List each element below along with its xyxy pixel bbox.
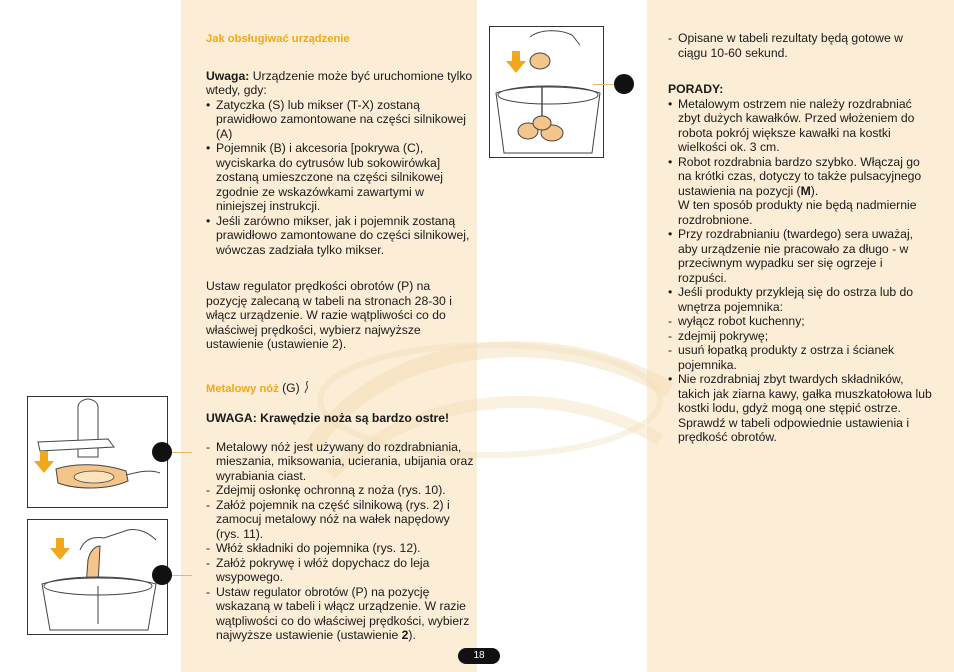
list-item: - usuń łopatką produkty z ostrza i ścianek pojemnika. — [668, 343, 934, 372]
list-item: • Jeśli zarówno mikser, jak i pojemnik zostaną prawidłowo zamontowane do części silnikowej, wówczas zadziała tylko mikser. — [206, 214, 474, 258]
figure-number-marker — [152, 442, 172, 462]
list-item: - Metalowy nóż jest używany do rozdrabniania, mieszania, miksowania, ucierania, ubijania oraz wyrabiania ciast. — [206, 440, 474, 484]
list-item: - Włóż składniki do pojemnika (rys. 12). — [206, 541, 474, 556]
list-item: • Pojemnik (B) i akcesoria [pokrywa (C), wyciskarka do cytrusów lub sokowirówka] zostaną umieszczone na części silnikowej zgodnie ze wskazówkami zawartymi w niniejszej instrukcji. — [206, 141, 474, 214]
list-item: - Załóż pojemnik na część silnikową (rys. 2) i zamocuj metalowy nóż na wałek napędowy (rys. 11). — [206, 498, 474, 542]
list-item: - zdejmij pokrywę; — [668, 329, 934, 344]
note-paragraph — [206, 69, 474, 98]
blade-steps — [206, 440, 474, 643]
conditions-list — [206, 98, 474, 258]
page-number: 18 — [458, 648, 500, 664]
section-heading-usage: Jak obsługiwać urządzenie — [206, 33, 350, 45]
arrow-down-icon — [506, 51, 526, 73]
arrow-down-icon — [50, 538, 70, 560]
list-item: • Jeśli produkty przykleją się do ostrza lub do wnętrza pojemnika: - wyłącz robot kuchenny; - zdejmij pokrywę; - usuń łopatką produkty z ostrza i ścianek pojemnika. — [668, 285, 934, 372]
blade-reference: (G) — [278, 380, 304, 395]
figure-number-marker — [152, 565, 172, 585]
blade-warning: UWAGA: Krawędzie noża są bardzo ostre! — [206, 410, 450, 425]
tips-column — [668, 31, 934, 445]
list-item: • Zatyczka (S) lub mikser (T-X) zostaną prawidłowo zamontowane na części silnikowej (A) — [206, 98, 474, 142]
add-ingredients-illustration — [490, 27, 604, 158]
figure-mount-blade — [27, 519, 168, 635]
list-item: - Zdejmij osłonkę ochronną z noża (rys. 10). — [206, 483, 474, 498]
figure-number-marker — [614, 74, 634, 94]
section-heading-blade: Metalowy nóż (G) — [206, 381, 474, 397]
results-note — [668, 31, 934, 60]
list-item: • Metalowym ostrzem nie należy rozdrabniać zbyt dużych kawałków. Przed włożeniem do robota pokrój większe kawałki na kostki wielkości ok. 3 cm. — [668, 97, 934, 155]
blade-icon — [303, 381, 311, 393]
list-item: - Załóż pokrywę i włóż dopychacz do leja wsypowego. — [206, 556, 474, 585]
list-item: • Nie rozdrabniaj zbyt twardych składników, takich jak ziarna kawy, gałka muszkatołowa lub kostki lodu, gdyż mogą one stępić ostrze. Sprawdź w tabeli odpowiednie ustawienia i prędkość obrotów. — [668, 372, 934, 445]
speed-paragraph: Ustaw regulator prędkości obrotów (P) na pozycję zalecaną w tabeli na stronach 28-30 i włącz urządzenie. W razie wątpliwości co do właściwej prędkości, wybierz najwyższe ustawienie (ustawienie 2). — [206, 279, 452, 351]
list-item: - wyłącz robot kuchenny; — [668, 314, 934, 329]
tips-list — [668, 97, 934, 445]
arrow-down-icon — [34, 451, 54, 473]
list-item: - Opisane w tabeli rezultaty będą gotowe w ciągu 10-60 sekund. — [668, 31, 934, 60]
blade-mount-illustration — [28, 520, 168, 635]
list-item: • Przy rozdrabnianiu (twardego) sera uważaj, aby urządzenie nie pracowało za długo - w przeciwnym wypadku ser się ogrzeje i rozpuści. — [668, 227, 934, 285]
note-text: Urządzenie może być uruchomione tylko wtedy, gdy: — [206, 68, 473, 97]
instructions-column — [206, 32, 474, 643]
sub-steps — [668, 314, 934, 372]
list-item: - Ustaw regulator obrotów (P) na pozycję wskazaną w tabeli i włącz urządzenie. W razie wątpliwości co do właściwej prędkości, wybierz najwyższe ustawienie (ustawienie 2). — [206, 585, 474, 643]
note-label: Uwaga: — [206, 68, 250, 83]
list-item: • Robot rozdrabnia bardzo szybko. Włączaj go na krótki czas, dotyczy to także pulsacyjnego ustawienia na pozycji (M). W ten sposób produkty nie będą nadmiernie rozdrobnione. — [668, 155, 934, 228]
figure-add-ingredients — [489, 26, 604, 158]
figure-remove-guard — [27, 396, 168, 508]
tips-heading: PORADY: — [668, 82, 724, 96]
